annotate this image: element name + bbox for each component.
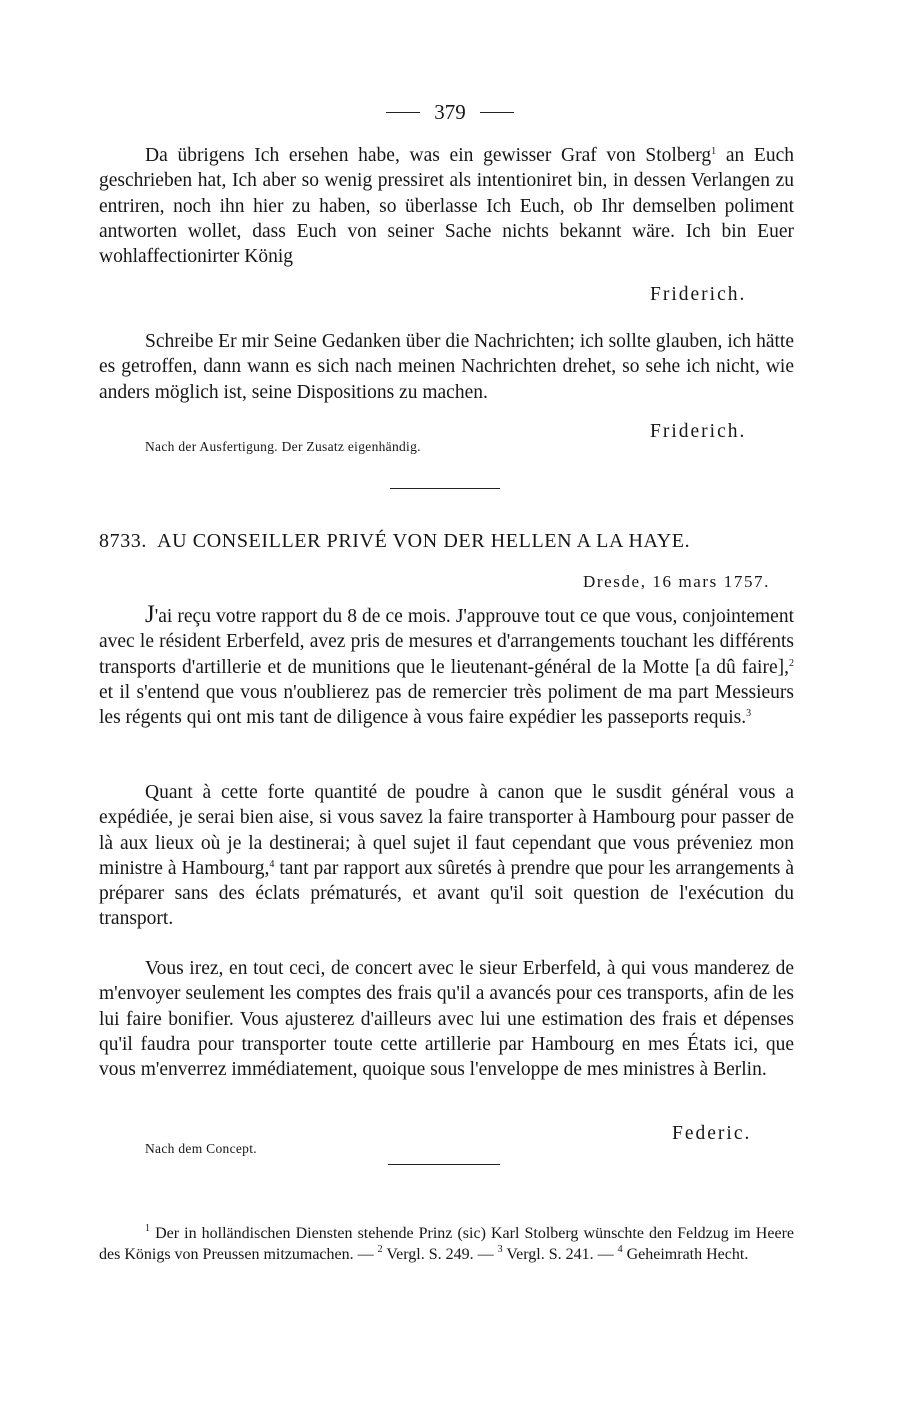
footnote-number: 1 [145,1223,150,1234]
paragraph-3-text: Vous irez, en tout ceci, de concert avec le sieur Erberfeld, à qui vous manderez de m'envoyer seulement les comptes des frais qu'il a avancés pour ces transports, afin de les lui faire bonifier. Vous ajusterez d'ailleurs avec lui une estimation des frais et dépenses qu'il faudra pour transporter toute cette artillerie par Hambourg en mes États ici, que vous m'enverrez immédiatement, quoique sous l'enveloppe de mes ministres à Berlin. [99,958,794,1081]
letter-two-signature: Federic. [672,1123,752,1144]
letter-one-postscript [99,329,794,405]
footnote-number: 2 [377,1244,383,1255]
footnote-marker: 4 [269,858,275,870]
footnote-number: 3 [497,1244,503,1255]
letter-one-text-rest: an Euch geschrieben hat, Ich aber so wenig pressiret als intentioniret bin, in dessen Verlangen zu entriren, noch ihn hier zu haben, so überlasse Ich Euch, ob Ihr demselben poliment antworten wollet, dass Euch von seiner Sache nichts bekannt wäre. Ich bin Euer wohlaffectionirter König [99,145,794,268]
letter-two-source-note: Nach dem Concept. [145,1141,257,1156]
section-divider [390,488,500,489]
footnotes [99,1223,794,1265]
letter-title: AU CONSEILLER PRIVÉ VON DER HELLEN A LA HAYE. [157,530,691,552]
footnote-4-text: Geheimrath Hecht. [622,1246,749,1263]
paragraph-2-text: Quant à cette forte quantité de poudre à canon que le susdit général vous a expédiée, je serai bien aise, si vous savez la faire transporter à Hambourg pour passer de là aux lieux où je la destinerai; à quel sujet il faut cependant que vous préveniez mon ministre à Hambourg, [99,782,794,879]
footnote-1-text: Der in holländischen Diensten stehende Prinz (sic) Karl Stolberg wünschte den Feldzug im Heere des Königs von Preussen mitzumachen. — [99,1225,794,1263]
footnote-2-text: Vergl. S. 249. — [382,1246,498,1263]
place-date: Dresde, 16 mars 1757. [582,572,770,591]
letter-one-source-note: Nach der Ausfertigung. Der Zusatz eigenhändig. [145,439,421,454]
paragraph-1-text-rest: et il s'entend que vous n'oublierez pas de remercier très poliment de ma part Messieurs les régents qui ont mis tant de diligence à vous faire expédier les passeports requis. [99,681,794,729]
page-number: 379 [434,100,466,124]
letter-one-signature: Friderich. [650,284,747,305]
postscript-signature: Friderich. [650,421,747,442]
letter-two-paragraph-3 [99,956,794,1082]
page-number-dash-right [480,112,514,113]
letter-two-paragraph-1 [99,602,794,730]
initial-letter: J [145,601,155,628]
page-number-line [0,100,900,125]
footnote-divider [388,1164,500,1165]
letter-one-paragraph [99,143,794,269]
footnote-number: 4 [617,1244,623,1255]
page-number-dash-left [386,112,420,113]
paragraph-1-text: 'ai reçu votre rapport du 8 de ce mois. J'approuve tout ce que vous, conjointement avec le résident Erberfeld, avez pris de mesures et d'arrangements touchant les différents transports d'artillerie et de munitions que le lieutenant-général de la Motte [a dû faire], [99,606,794,678]
letter-number: 8733. [99,530,147,552]
paragraph-2-text-rest: tant par rapport aux sûretés à prendre que pour les arrangements à préparer sans des éclats prématurés, et avant qu'il soit question de l'exécution du transport. [99,857,794,930]
letter-one-text: Da übrigens Ich ersehen habe, was ein gewisser Graf von Stolberg [145,145,712,166]
postscript-text: Schreibe Er mir Seine Gedanken über die Nachrichten; ich sollte glauben, ich hätte es getroffen, dann wann es sich nach meinen Nachrichten drehet, so sehe ich nicht, wie anders möglich ist, seine Dispositions zu machen. [99,331,794,403]
letter-two-paragraph-2 [99,780,794,932]
footnote-marker: 2 [789,657,794,669]
footnote-3-text: Vergl. S. 241. — [502,1246,618,1263]
footnote-marker: 1 [711,146,717,157]
letter-two-heading [99,530,690,553]
footnote-marker: 3 [746,708,752,720]
